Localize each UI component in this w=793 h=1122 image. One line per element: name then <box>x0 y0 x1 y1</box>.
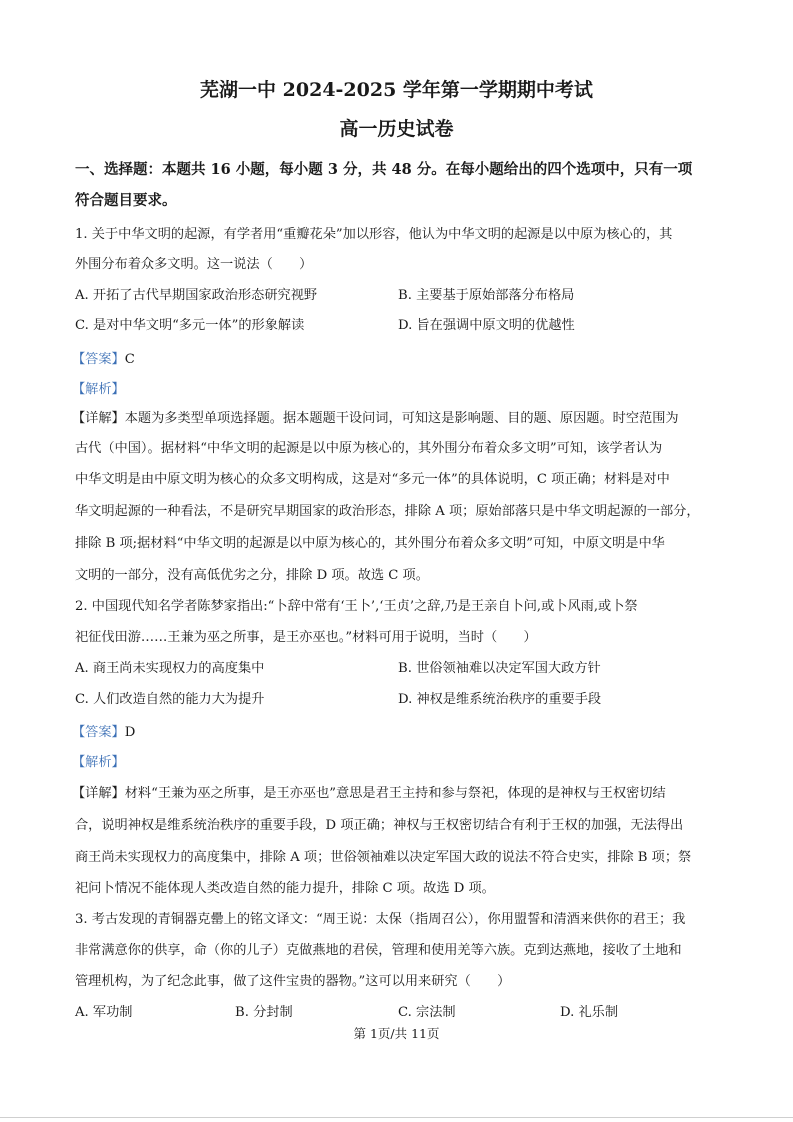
q1-detail-line3: 中华文明是由中原文明为核心的众多文明构成，这是对“多元一体”的具体说明，C 项正确；材料是对中 <box>75 472 670 487</box>
q2-stem-line2: 祀征伐田游……王兼为巫之所事，是王亦巫也。”材料可用于说明，当时（ ） <box>75 630 537 645</box>
q3-option-a: A. 军功制 <box>75 1005 133 1020</box>
q1-detail-line6: 文明的一部分，没有高低优劣之分，排除 D 项。故选 C 项。 <box>75 568 429 583</box>
q3-option-c: C. 宗法制 <box>398 1005 456 1020</box>
q3-option-d: D. 礼乐制 <box>560 1005 619 1020</box>
q2-detail-line2: 合，说明神权是维系统治秩序的重要手段，D 项正确；神权与王权密切结合有利于王权的加强，无法得出 <box>75 818 684 833</box>
q2-option-a: A. 商王尚未实现权力的高度集中 <box>75 661 265 676</box>
q3-option-b: B. 分封制 <box>235 1005 293 1020</box>
exam-title: 芜湖一中 2024-2025 学年第一学期期中考试 <box>200 79 593 101</box>
page-footer: 第 1页/共 11页 <box>353 1026 440 1041</box>
q2-detail-line1: 【详解】材料“王兼为巫之所事，是王亦巫也”意思是君王主持和参与祭祀，体现的是神权与王权密切结 <box>72 786 666 801</box>
q1-stem-line1: 1. 关于中华文明的起源，有学者用“重瓣花朵”加以形容，他认为中华文明的起源是以中原为核心的，其 <box>75 227 673 242</box>
q2-analysis-label: 【解析】 <box>72 755 125 770</box>
exam-subtitle: 高一历史试卷 <box>339 118 454 140</box>
q2-stem-line1: 2. 中国现代知名学者陈梦家指出:“卜辞中常有‘王卜’,‘王贞’之辞,乃是王亲自卜问,或卜风雨,或卜祭 <box>75 599 638 614</box>
section-heading-line1: 一、选择题：本题共 16 小题，每小题 3 分，共 48 分。在每小题给出的四个选项中，只有一项 <box>75 161 693 178</box>
q1-option-a: A. 开拓了古代早期国家政治形态研究视野 <box>75 288 318 303</box>
q2-detail-line3: 商王尚未实现权力的高度集中，排除 A 项；世俗领袖难以决定军国大政的说法不符合史实，排除 B 项；祭 <box>75 850 692 865</box>
q2-option-b: B. 世俗领袖难以决定军国大政方针 <box>398 661 601 676</box>
answer-value: D <box>124 725 136 740</box>
q2-detail-line4: 祀问卜情况不能体现人类改造自然的能力提升，排除 C 项。故选 D 项。 <box>75 881 495 896</box>
q1-detail-line4: 华文明起源的一种看法，不是研究早期国家的政治形态，排除 A 项；原始部落只是中华文明起源的一部分， <box>75 504 700 519</box>
q1-detail-line1: 【详解】本题为多类型单项选择题。据本题题干设问词，可知这是影响题、目的题、原因题。时空范围为 <box>72 411 679 426</box>
page-bottom-divider <box>0 1117 793 1118</box>
q1-answer <box>72 350 135 370</box>
q1-analysis-label: 【解析】 <box>72 382 125 397</box>
q1-detail-line2: 古代（中国）。据材料“中华文明的起源是以中原为核心的，其外围分布着众多文明”可知，该学者认为 <box>75 441 663 456</box>
q2-answer <box>72 723 135 743</box>
section-heading-line2: 符合题目要求。 <box>75 192 177 209</box>
answer-value: C <box>124 352 135 367</box>
q3-stem-line3: 管理机构，为了纪念此事，做了这件宝贵的器物。”这可以用来研究（ ） <box>75 974 511 989</box>
q1-option-d: D. 旨在强调中原文明的优越性 <box>398 318 575 333</box>
answer-label: 【答案】 <box>72 725 125 740</box>
q1-detail-line5: 排除 B 项;据材料“中华文明的起源是以中原为核心的，其外围分布着众多文明”可知，中原文明是中华 <box>75 536 665 551</box>
q1-option-c: C. 是对中华文明“多元一体”的形象解读 <box>75 318 305 333</box>
q2-option-c: C. 人们改造自然的能力大为提升 <box>75 692 265 707</box>
q2-option-d: D. 神权是维系统治秩序的重要手段 <box>398 692 602 707</box>
q1-option-b: B. 主要基于原始部落分布格局 <box>398 288 575 303</box>
answer-label: 【答案】 <box>72 352 125 367</box>
q3-stem-line1: 3. 考古发现的青铜器克罍上的铭文译文：“周王说：太保（指周召公），你用盟誓和清酒来供你的君王；我 <box>75 912 686 927</box>
q3-stem-line2: 非常满意你的供享，命（你的儿子）克做燕地的君侯，管理和使用羌等六族。克到达燕地，接收了土地和 <box>75 943 682 958</box>
q1-stem-line2: 外围分布着众多文明。这一说法（ ） <box>75 257 313 272</box>
